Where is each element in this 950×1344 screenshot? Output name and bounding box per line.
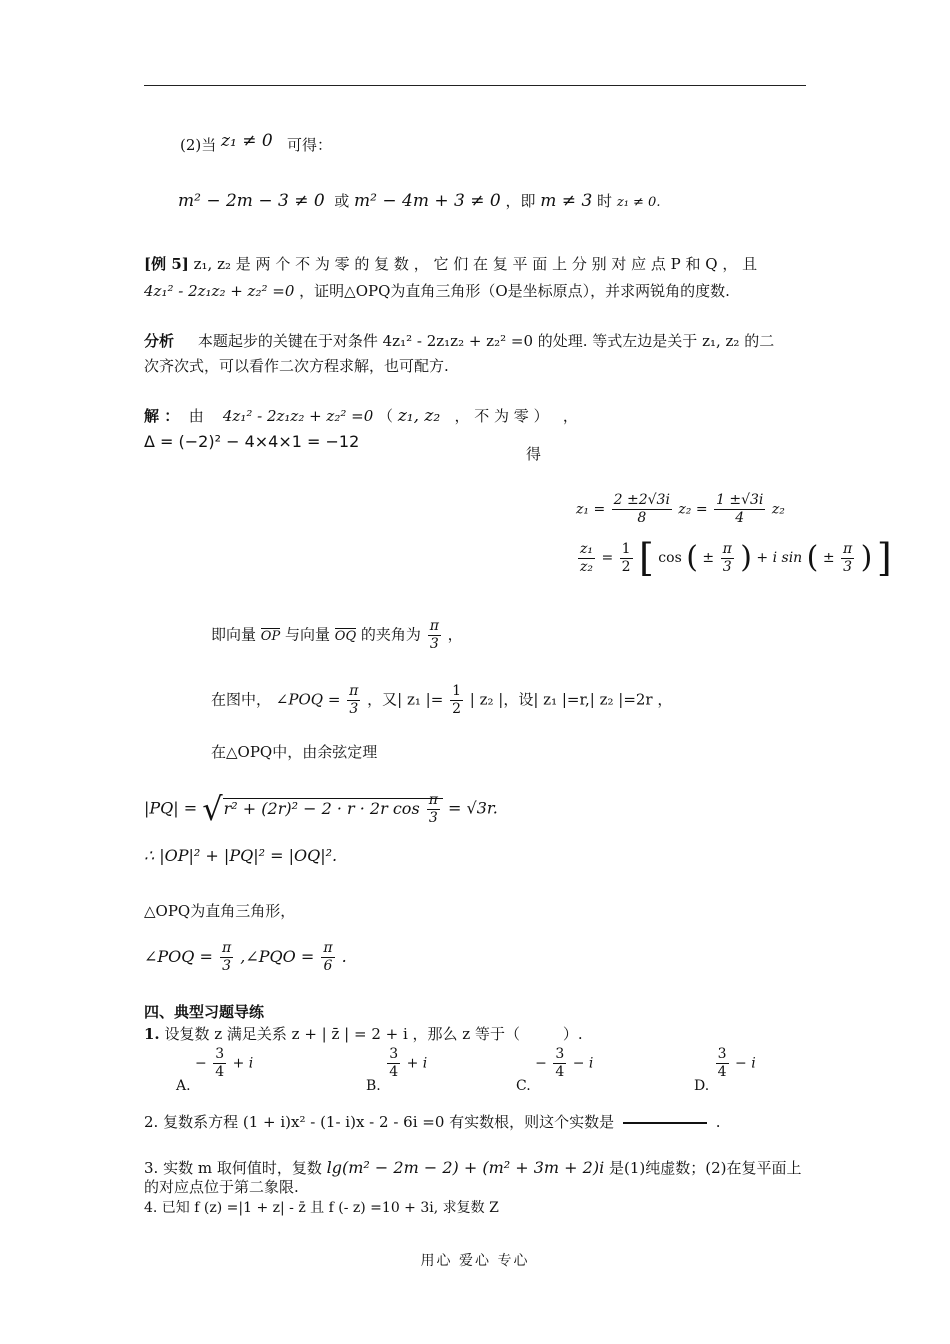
q2-text: 2. 复数系方程 (1 + i)x² - (1- i)x - 2 - 6i =0 有实数根，则这个实数是: [144, 1113, 615, 1131]
ratio-lhs-num: z₁: [580, 540, 593, 557]
ratio-half-num: 1: [621, 540, 631, 557]
z1-den-1: 8: [637, 510, 647, 526]
option-c-tail: − i: [572, 1055, 594, 1072]
option-b-label: B.: [366, 1077, 381, 1094]
figure-line: [211, 683, 672, 718]
option-d-label: D.: [694, 1077, 710, 1094]
q3-expr: lg(m² − 2m − 2) + (m² + 3m + 2)i: [326, 1158, 605, 1177]
angles-frac-1: [220, 940, 233, 975]
figure-half-den: 2: [452, 701, 461, 717]
ratio-half-den: 2: [621, 558, 631, 575]
option-c-frac: [553, 1046, 566, 1081]
ratio-pi-num-1: π: [722, 540, 732, 557]
vector-a: 即向量: [211, 625, 257, 644]
question-3-line2: 的对应点位于第二象限.: [144, 1178, 299, 1196]
ratio-half: [620, 541, 633, 576]
part2-label: (2)当: [180, 136, 217, 154]
example5-eq: 4z₁² - 2z₁z₂ + z₂² =0: [144, 282, 295, 300]
option-b-den: 4: [389, 1064, 399, 1080]
ratio-paren-open-1: (: [686, 540, 698, 575]
solution-eq: 4z₁² - 2z₁z₂ + z₂² =0: [222, 407, 374, 425]
vector-b: 与向量: [284, 625, 330, 644]
solution-by: 由: [188, 407, 204, 425]
ratio-pm-1: ±: [702, 550, 715, 566]
ratio-pi-num-2: π: [843, 540, 853, 557]
pq-pi-frac: [427, 792, 440, 827]
q3-b: 是(1)纯虚数；(2)在复平面上: [608, 1159, 802, 1177]
question-4: 4. 已知 f (z) =|1 + z| - z̄ 且 f (- z) =10 + 3i, 求复数 Z: [144, 1200, 499, 1216]
header-rule: [144, 85, 806, 86]
vector-d: ，: [447, 625, 463, 644]
question-2: [144, 1111, 721, 1132]
figure-a: 在图中，: [211, 690, 272, 709]
part2-result: 可得：: [286, 136, 332, 154]
ratio-pi-frac-1: [721, 541, 734, 576]
option-c[interactable]: [516, 1046, 594, 1094]
ratio-bracket-close: ]: [876, 536, 892, 580]
option-b[interactable]: [366, 1046, 428, 1094]
cosine-line: 在△OPQ中，由余弦定理: [211, 743, 378, 761]
ineq-d: z₁ ≠ 0.: [616, 195, 661, 210]
option-a-den: 4: [215, 1064, 225, 1080]
option-b-num: 3: [389, 1046, 399, 1062]
angles-num-1: π: [222, 940, 232, 956]
angles-den-2: 6: [323, 958, 333, 974]
ratio-pm-2: ±: [822, 550, 835, 566]
figure-half-frac: [450, 683, 463, 718]
option-b-tail: + i: [406, 1055, 428, 1072]
ratio-eq: =: [601, 550, 614, 566]
figure-angle-num: π: [349, 683, 359, 699]
part2-cond: z₁ ≠ 0: [221, 131, 273, 151]
ratio-paren-close-1: ): [740, 540, 752, 575]
pq-lhs: |PQ| =: [144, 798, 198, 818]
analysis-line1: [144, 330, 774, 351]
ratio-formula: [576, 538, 892, 578]
angles-a: ∠POQ =: [144, 947, 213, 966]
vector-op: OP: [260, 628, 281, 644]
option-d-den: 4: [717, 1064, 727, 1080]
option-a[interactable]: [176, 1046, 254, 1094]
z1-num-1: 2 ±2√3i: [613, 492, 670, 508]
q3-a: 3. 实数 m 取何值时，复数: [144, 1159, 322, 1177]
ratio-paren-open-2: (: [806, 540, 819, 575]
part2-line: [180, 131, 332, 155]
figure-angle: ∠POQ =: [275, 690, 341, 709]
option-c-label: C.: [516, 1077, 531, 1094]
analysis-text1: 本题起步的关键在于对条件 4z₁² - 2z₁z₂ + z₂² =0 的处理. 等式左边是关于 z₁, z₂ 的二: [197, 332, 775, 350]
q1-num: 1.: [144, 1025, 160, 1043]
ratio-cos: cos: [658, 550, 682, 566]
vector-oq: OQ: [334, 628, 357, 644]
vector-line: [211, 618, 463, 653]
angles-frac-2: [321, 940, 334, 975]
solution-line: [144, 405, 578, 426]
page-footer: 用心 爱心 专心: [420, 1253, 530, 1269]
ineq-or: 或: [334, 192, 350, 210]
option-c-den: 4: [555, 1064, 565, 1080]
pq-formula: [144, 790, 498, 828]
ineq-when: 时: [597, 192, 613, 210]
z1-lhs: z₁ =: [576, 501, 606, 518]
figure-angle-den: 3: [349, 701, 359, 717]
angles-num-2: π: [323, 940, 333, 956]
section-heading: 四、典型习题导练: [144, 1003, 265, 1021]
analysis-tag: 分析: [144, 332, 175, 350]
q1-text: 设复数 z 满足关系 z + | z̄ | = 2 + i ，那么 z 等于（: [164, 1025, 520, 1043]
figure-angle-frac: [347, 683, 360, 718]
ratio-pi-den-2: 3: [843, 558, 853, 575]
vector-angle-den: 3: [429, 636, 439, 652]
z1-fraction-1: [612, 492, 672, 527]
question-1: [144, 1023, 583, 1044]
option-c-num: 3: [555, 1046, 565, 1062]
therefore-line: ∴ |OP|² + |PQ|² = |OQ|².: [144, 846, 338, 865]
option-a-num: 3: [215, 1046, 225, 1062]
option-d-frac: [716, 1046, 729, 1081]
option-a-tail: + i: [232, 1055, 254, 1072]
solution-paren: （: [378, 407, 394, 425]
ratio-lhs: [578, 541, 595, 576]
figure-c: | z₂ |，设| z₁ |=r,| z₂ |=2r ，: [469, 690, 673, 709]
option-d[interactable]: [694, 1046, 756, 1094]
q2-end: .: [715, 1113, 721, 1131]
ratio-bracket-open: [: [639, 536, 654, 580]
ineq-ie: ，即: [505, 192, 536, 210]
option-a-sign: −: [195, 1055, 207, 1072]
angles-end: .: [341, 947, 347, 966]
q2-answer-blank[interactable]: [623, 1122, 707, 1124]
angles-line: [144, 940, 347, 975]
ineq-b: m² − 4m + 3 ≠ 0: [354, 191, 501, 211]
ineq-a: m² − 2m − 3 ≠ 0: [178, 191, 325, 211]
z1-fraction-2: [714, 492, 765, 527]
option-d-num: 3: [717, 1046, 727, 1062]
angles-b: ,∠PQO =: [240, 947, 315, 966]
z1-mid: z₂ =: [678, 501, 708, 518]
ratio-pi-frac-2: [841, 541, 854, 576]
option-b-frac: [387, 1046, 400, 1081]
ratio-plus-isin: + i sin: [756, 550, 803, 566]
get-label: 得: [526, 445, 542, 463]
pq-radicand: [223, 791, 443, 826]
option-a-label: A.: [176, 1077, 191, 1094]
solution-tag: 解 ：: [144, 407, 180, 425]
pq-rhs: = √3r.: [448, 798, 498, 818]
z1-num-2: 1 ±√3i: [716, 492, 764, 508]
z1-den-2: 4: [735, 510, 745, 526]
figure-b: ，又| z₁ |=: [367, 690, 444, 709]
angles-den-1: 3: [222, 958, 232, 974]
example5-line2: [144, 280, 730, 301]
option-d-tail: − i: [735, 1055, 756, 1072]
pq-pi-den: 3: [428, 809, 438, 826]
pq-pi-num: π: [428, 791, 438, 808]
option-c-sign: −: [535, 1055, 547, 1072]
z1-formula: [576, 492, 785, 527]
z1-rhs: z₂: [771, 501, 785, 518]
q1-close: ）.: [562, 1025, 583, 1043]
example5-text2: ，证明△OPQ为直角三角形（O是坐标原点），并求两锐角的度数.: [299, 282, 730, 300]
right-triangle-line: △OPQ为直角三角形，: [144, 902, 296, 920]
solution-vars: z₁, z₂: [397, 406, 441, 426]
example5-tag: [例 5]: [144, 255, 189, 273]
solution-nonzero: ， 不 为 零 ）: [454, 407, 549, 425]
example5-line1: [144, 253, 757, 274]
delta-line: Δ = (−2)² − 4×4×1 = −12: [144, 432, 360, 451]
inequality-line: [178, 190, 660, 211]
option-a-frac: [213, 1046, 226, 1081]
ratio-lhs-den: z₂: [580, 558, 593, 575]
vector-angle-num: π: [429, 618, 439, 634]
solution-comma: ，: [562, 407, 578, 425]
vector-c: 的夹角为: [360, 625, 421, 644]
question-3: [144, 1157, 801, 1178]
ratio-pi-den-1: 3: [722, 558, 732, 575]
pq-sqrt-sign: √: [202, 790, 223, 828]
example5-text1: z₁, z₂ 是 两 个 不 为 零 的 复 数 ， 它 们 在 复 平 面 上 分 别 对 应 点 P 和 Q ， 且: [193, 255, 758, 273]
ratio-paren-close-2: ): [860, 540, 873, 575]
analysis-line2: 次齐次式，可以看作二次方程求解，也可配方.: [144, 357, 449, 375]
figure-half-num: 1: [452, 683, 461, 699]
vector-angle-frac: [428, 618, 441, 653]
pq-rad-text: r² + (2r)² − 2 · r · 2r cos: [223, 798, 420, 818]
ineq-c: m ≠ 3: [540, 191, 593, 211]
